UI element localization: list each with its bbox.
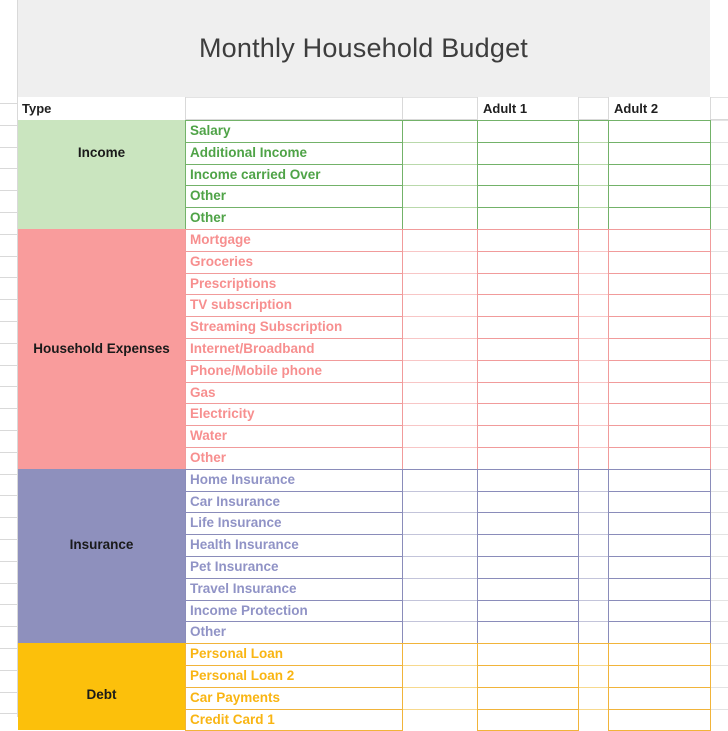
item-cell-salary[interactable] (186, 121, 402, 143)
section-cell-income[interactable] (18, 120, 185, 229)
row-gridline (579, 251, 608, 252)
item-label-prescriptions: Prescriptions (190, 275, 277, 291)
item-cell-additional-income[interactable] (186, 143, 402, 165)
adult1-cell-tv-subscription[interactable] (478, 295, 578, 317)
row-gridline (711, 316, 728, 317)
row-gridline (711, 164, 728, 165)
item-label-credit-card-1: Credit Card 1 (190, 711, 275, 727)
header-cell-adult2[interactable]: Adult 2 (609, 97, 710, 120)
adult1-cell-water[interactable] (478, 426, 578, 448)
header-column-gridline (578, 97, 579, 120)
item-cell-credit-card-1[interactable] (186, 710, 402, 731)
adult1-cell-internet-broadband[interactable] (478, 339, 578, 361)
column-header-row (0, 97, 728, 120)
row-gridline (711, 425, 728, 426)
item-label-travel-insurance: Travel Insurance (190, 580, 297, 596)
adult2-cell-income-carried-over[interactable] (609, 165, 710, 187)
row-gridline (403, 621, 477, 622)
row-gridline (579, 142, 608, 143)
item-cell-life-insurance[interactable] (186, 513, 402, 535)
item-label-electricity: Electricity (190, 406, 255, 422)
adult1-cell-home-insurance[interactable] (478, 470, 578, 492)
item-label-personal-loan-2: Personal Loan 2 (190, 667, 295, 683)
row-gridline (711, 512, 728, 513)
row-gridline (403, 273, 477, 274)
adult2-cell-other[interactable] (609, 448, 710, 470)
adult1-cell-income-protection[interactable] (478, 601, 578, 623)
adult2-cell-streaming-subscription[interactable] (609, 317, 710, 339)
row-gridline (403, 665, 477, 666)
header-cell-type[interactable]: Type (17, 97, 185, 120)
item-label-gas: Gas (190, 384, 216, 400)
row-gridline (711, 447, 728, 448)
row-gridline (579, 185, 608, 186)
item-column-debt (185, 643, 403, 731)
adult1-cell-other[interactable] (478, 448, 578, 470)
adult1-cell-salary[interactable] (478, 121, 578, 143)
adult2-cell-personal-loan[interactable] (609, 644, 710, 666)
item-cell-streaming-subscription[interactable] (186, 317, 402, 339)
item-cell-mortgage[interactable] (186, 230, 402, 252)
adult1-cell-personal-loan[interactable] (478, 644, 578, 666)
row-gridline (579, 164, 608, 165)
row-gridline (711, 578, 728, 579)
item-cell-other[interactable] (186, 208, 402, 230)
row-gridline (579, 316, 608, 317)
row-gridline (579, 447, 608, 448)
item-cell-car-payments[interactable] (186, 688, 402, 710)
adult2-cell-tv-subscription[interactable] (609, 295, 710, 317)
adult1-cell-phone-mobile-phone[interactable] (478, 361, 578, 383)
row-gridline (711, 556, 728, 557)
section-label-debt: Debt (86, 687, 117, 702)
item-label-mortgage: Mortgage (190, 232, 251, 247)
adult2-cell-other[interactable] (609, 622, 710, 644)
adult2-column-household-expenses (608, 229, 711, 470)
adult2-cell-credit-card-1[interactable] (609, 710, 710, 731)
row-gridline (579, 491, 608, 492)
item-cell-pet-insurance[interactable] (186, 557, 402, 579)
adult1-cell-personal-loan-2[interactable] (478, 666, 578, 688)
adult1-cell-streaming-subscription[interactable] (478, 317, 578, 339)
row-gridline (711, 534, 728, 535)
row-gridline (711, 338, 728, 339)
row-gridline (711, 621, 728, 622)
item-cell-tv-subscription[interactable] (186, 295, 402, 317)
row-gridline (403, 491, 477, 492)
row-gridline (403, 207, 477, 208)
section-cell-insurance[interactable] (18, 469, 185, 643)
adult1-cell-car-insurance[interactable] (478, 492, 578, 514)
adult2-cell-prescriptions[interactable] (609, 274, 710, 296)
header-column-gridline (402, 97, 403, 120)
adult2-cell-mortgage[interactable] (609, 230, 710, 252)
row-gridline (403, 709, 477, 710)
adult1-cell-health-insurance[interactable] (478, 535, 578, 557)
row-gridline (711, 709, 728, 710)
item-column-income (185, 120, 403, 230)
row-gridline (579, 338, 608, 339)
item-column-household-expenses (185, 229, 403, 470)
row-gridline (403, 425, 477, 426)
item-label-health-insurance: Health Insurance (190, 537, 299, 553)
row-gridline (711, 600, 728, 601)
adult2-cell-other[interactable] (609, 186, 710, 208)
item-label-car-insurance: Car Insurance (190, 493, 281, 509)
row-gridline (403, 294, 477, 295)
section-boundary-line (403, 120, 477, 121)
gutter-border-line (17, 0, 18, 717)
adult1-cell-other[interactable] (478, 186, 578, 208)
row-gridline (403, 578, 477, 579)
section-boundary-line (403, 643, 477, 644)
row-gridline (403, 687, 477, 688)
row-gridline (403, 185, 477, 186)
row-gridline (711, 382, 728, 383)
item-column-insurance (185, 469, 403, 644)
item-cell-personal-loan-2[interactable] (186, 666, 402, 688)
row-gridline (579, 403, 608, 404)
row-gridline (579, 294, 608, 295)
row-gridline (403, 382, 477, 383)
item-label-pet-insurance: Pet Insurance (190, 558, 279, 574)
section-boundary-line (403, 229, 477, 230)
item-label-car-payments: Car Payments (190, 689, 281, 705)
section-boundary-line (711, 643, 728, 644)
budget-grid (0, 120, 728, 727)
row-gridline (403, 600, 477, 601)
item-label-other: Other (190, 449, 227, 465)
adult2-cell-additional-income[interactable] (609, 143, 710, 165)
row-gridline (711, 185, 728, 186)
item-cell-car-insurance[interactable] (186, 492, 402, 514)
row-gridline (403, 534, 477, 535)
item-cell-prescriptions[interactable] (186, 274, 402, 296)
adult2-cell-other[interactable] (609, 208, 710, 230)
row-gridline (711, 294, 728, 295)
adult2-cell-phone-mobile-phone[interactable] (609, 361, 710, 383)
row-gridline (579, 687, 608, 688)
row-gridline (579, 425, 608, 426)
adult1-cell-other[interactable] (478, 622, 578, 644)
adult2-cell-internet-broadband[interactable] (609, 339, 710, 361)
section-label-income: Income (77, 145, 126, 160)
section-boundary-line (711, 120, 728, 121)
row-gridline (403, 403, 477, 404)
adult2-cell-electricity[interactable] (609, 404, 710, 426)
adult2-column-income (608, 120, 711, 230)
item-cell-other[interactable] (186, 622, 402, 644)
item-label-groceries: Groceries (190, 253, 254, 269)
adult1-cell-additional-income[interactable] (478, 143, 578, 165)
adult1-cell-electricity[interactable] (478, 404, 578, 426)
adult2-cell-car-insurance[interactable] (609, 492, 710, 514)
adult1-column-income (477, 120, 579, 230)
item-label-other: Other (190, 210, 227, 226)
adult2-cell-home-insurance[interactable] (609, 470, 710, 492)
row-gridline (579, 709, 608, 710)
row-gridline (403, 164, 477, 165)
row-gridline (579, 556, 608, 557)
row-gridline (711, 360, 728, 361)
item-cell-water[interactable] (186, 426, 402, 448)
row-gridline (579, 360, 608, 361)
adult1-cell-prescriptions[interactable] (478, 274, 578, 296)
section-boundary-line (711, 229, 728, 230)
row-gridline (579, 665, 608, 666)
row-gridline (579, 534, 608, 535)
section-boundary-line (711, 469, 728, 470)
adult1-cell-credit-card-1[interactable] (478, 710, 578, 731)
row-gridline (579, 273, 608, 274)
item-cell-travel-insurance[interactable] (186, 579, 402, 601)
sheet-title: Monthly Household Budget (198, 33, 528, 63)
section-boundary-line (579, 469, 608, 470)
item-cell-personal-loan[interactable] (186, 644, 402, 666)
adult2-cell-water[interactable] (609, 426, 710, 448)
adult2-cell-personal-loan-2[interactable] (609, 666, 710, 688)
row-gridline (403, 556, 477, 557)
row-gridline (403, 360, 477, 361)
item-cell-phone-mobile-phone[interactable] (186, 361, 402, 383)
adult2-cell-pet-insurance[interactable] (609, 557, 710, 579)
item-cell-income-protection[interactable] (186, 601, 402, 623)
row-gridline (403, 316, 477, 317)
row-gridline (711, 403, 728, 404)
item-label-life-insurance: Life Insurance (190, 515, 282, 531)
section-boundary-line (579, 643, 608, 644)
adult2-cell-travel-insurance[interactable] (609, 579, 710, 601)
adult1-cell-groceries[interactable] (478, 252, 578, 274)
row-gridline (711, 687, 728, 688)
row-gridline (579, 382, 608, 383)
row-gridline (403, 338, 477, 339)
row-gridline (711, 665, 728, 666)
header-column-gridline (185, 97, 186, 120)
adult1-column-insurance (477, 469, 579, 644)
adult2-cell-gas[interactable] (609, 383, 710, 405)
item-cell-groceries[interactable] (186, 252, 402, 274)
adult1-column-debt (477, 643, 579, 731)
item-cell-health-insurance[interactable] (186, 535, 402, 557)
row-gridline (579, 207, 608, 208)
row-gridline (711, 273, 728, 274)
item-cell-income-carried-over[interactable] (186, 165, 402, 187)
row-gridline (579, 621, 608, 622)
item-label-other: Other (190, 188, 227, 204)
section-label-insurance: Insurance (69, 537, 134, 552)
item-label-personal-loan: Personal Loan (190, 646, 284, 662)
section-boundary-line (403, 469, 477, 470)
item-label-streaming-subscription: Streaming Subscription (190, 319, 343, 335)
item-label-internet-broadband: Internet/Broadband (190, 340, 315, 356)
item-cell-home-insurance[interactable] (186, 470, 402, 492)
row-gridline (579, 578, 608, 579)
row-gridline (403, 447, 477, 448)
item-cell-internet-broadband[interactable] (186, 339, 402, 361)
adult1-cell-pet-insurance[interactable] (478, 557, 578, 579)
row-gridline (579, 512, 608, 513)
item-label-phone-mobile-phone: Phone/Mobile phone (190, 362, 322, 378)
adult1-cell-travel-insurance[interactable] (478, 579, 578, 601)
row-gridline (711, 251, 728, 252)
section-boundary-line (579, 120, 608, 121)
section-boundary-line (579, 229, 608, 230)
adult2-column-debt (608, 643, 711, 731)
adult2-cell-groceries[interactable] (609, 252, 710, 274)
adult2-cell-income-protection[interactable] (609, 601, 710, 623)
row-gridline (579, 600, 608, 601)
title-cell[interactable] (17, 0, 710, 97)
header-column-gridline (710, 97, 711, 120)
item-cell-other[interactable] (186, 448, 402, 470)
item-label-tv-subscription: TV subscription (190, 297, 293, 313)
adult1-cell-other[interactable] (478, 208, 578, 230)
adult1-cell-car-payments[interactable] (478, 688, 578, 710)
row-gridline (403, 512, 477, 513)
item-cell-other[interactable] (186, 186, 402, 208)
adult2-cell-life-insurance[interactable] (609, 513, 710, 535)
item-label-water: Water (190, 428, 228, 444)
adult1-column-household-expenses (477, 229, 579, 470)
item-cell-electricity[interactable] (186, 404, 402, 426)
item-cell-gas[interactable] (186, 383, 402, 405)
item-label-income-carried-over: Income carried Over (190, 166, 321, 182)
row-gridline (403, 251, 477, 252)
item-label-home-insurance: Home Insurance (190, 471, 296, 487)
adult2-cell-salary[interactable] (609, 121, 710, 143)
row-gridline (403, 142, 477, 143)
adult1-cell-mortgage[interactable] (478, 230, 578, 252)
section-label-household-expenses: Household Expenses (33, 340, 170, 356)
item-label-other: Other (190, 624, 227, 640)
adult2-cell-health-insurance[interactable] (609, 535, 710, 557)
row-gridline (711, 491, 728, 492)
adult1-cell-income-carried-over[interactable] (478, 165, 578, 187)
row-gridline (711, 207, 728, 208)
header-cell-adult1[interactable]: Adult 1 (478, 97, 578, 120)
item-label-additional-income: Additional Income (190, 144, 308, 160)
adult2-cell-car-payments[interactable] (609, 688, 710, 710)
item-label-salary: Salary (190, 123, 231, 138)
adult1-cell-life-insurance[interactable] (478, 513, 578, 535)
item-label-income-protection: Income Protection (190, 602, 308, 618)
adult2-column-insurance (608, 469, 711, 644)
adult1-cell-gas[interactable] (478, 383, 578, 405)
row-gridline (711, 142, 728, 143)
